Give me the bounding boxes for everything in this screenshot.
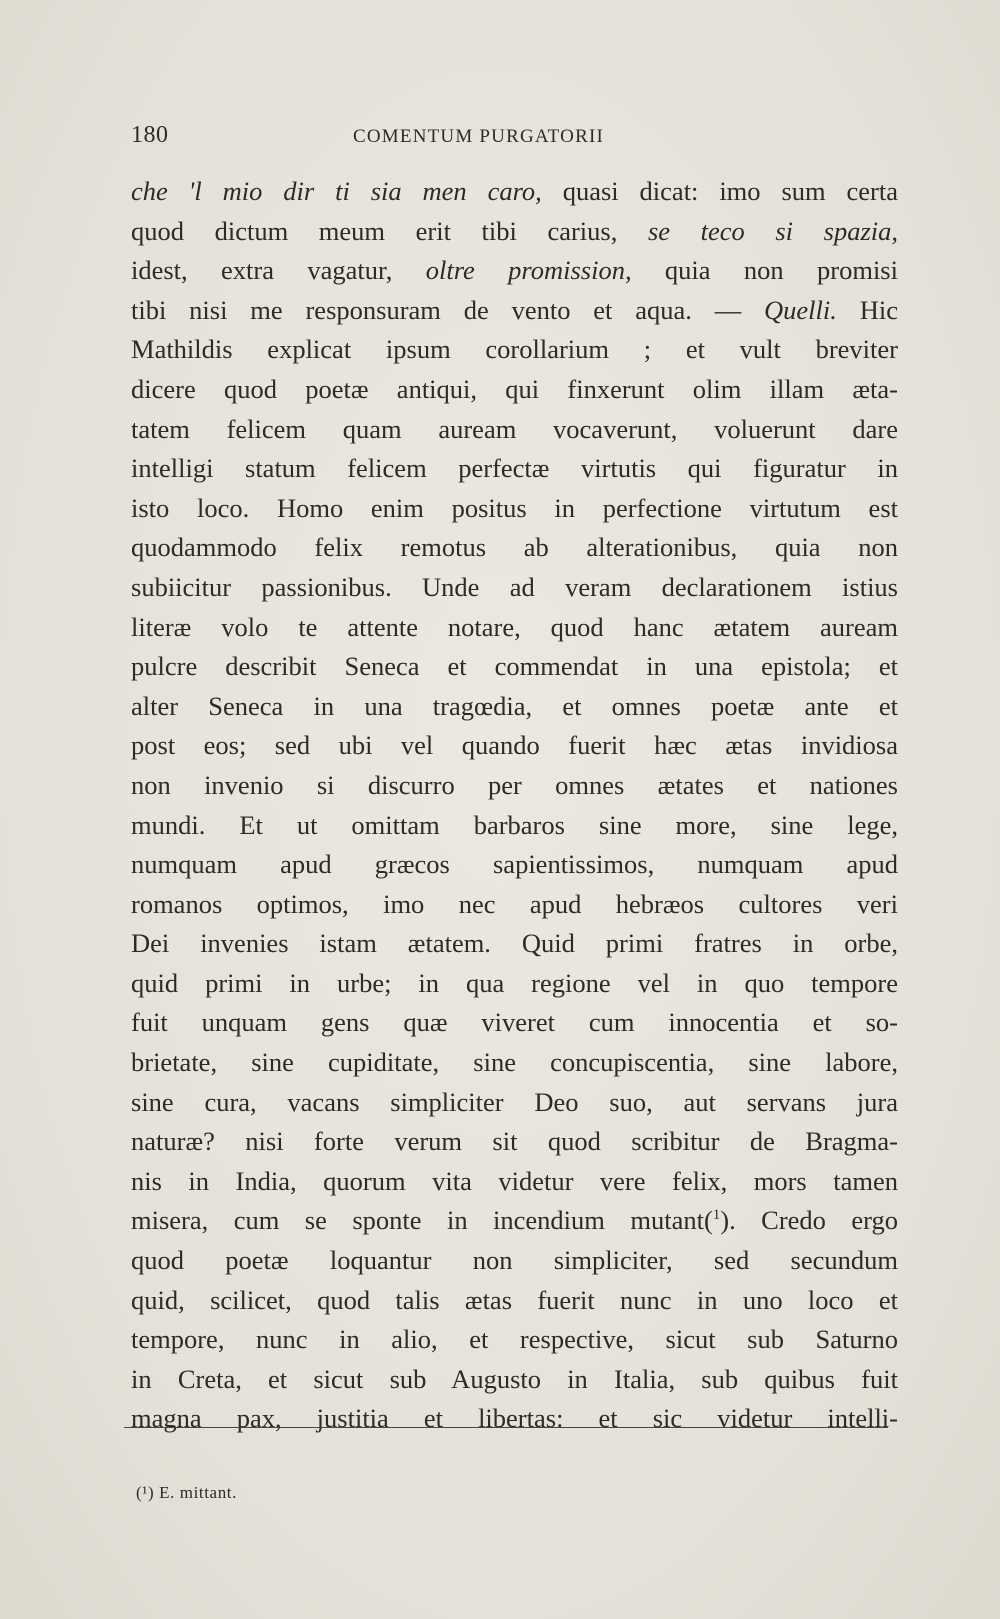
- italic-quote: oltre promission,: [425, 255, 632, 286]
- italic-quote: che 'l mio dir ti sia men caro,: [131, 176, 542, 206]
- text-line: [131, 1003, 898, 1043]
- text-segment: romanos optimos, imo nec apud hebræos cultores veri: [131, 888, 898, 919]
- text-line: [131, 172, 898, 212]
- footnote-rule: [124, 1427, 888, 1428]
- text-line: [131, 370, 898, 410]
- text-line: [131, 528, 898, 568]
- footnote-marker: 1: [712, 1207, 721, 1224]
- text-segment: Mathildis explicat ipsum corollarium ; et vult breviter: [131, 334, 898, 365]
- text-segment: mundi. Et ut omittam barbaros sine more, sine lege,: [131, 809, 898, 840]
- text-segment: literæ volo te attente notare, quod hanc ætatem auream: [131, 611, 898, 642]
- text-line: [131, 964, 898, 1004]
- text-line: [131, 845, 898, 885]
- italic-quote: Quelli.: [764, 294, 837, 325]
- text-segment: Dei invenies istam ætatem. Quid primi fratres in orbe,: [131, 928, 898, 959]
- text-line: [131, 647, 898, 687]
- text-segment: isto loco. Homo enim positus in perfectione virtutum est: [131, 492, 898, 523]
- text-segment: misera, cum se sponte in incendium mutant(: [131, 1205, 713, 1236]
- text-line: [131, 489, 898, 529]
- text-segment: magna pax, justitia et libertas: et sic videtur intelli-: [131, 1403, 898, 1434]
- text-segment: quodammodo felix remotus ab alterationibus, quia non: [131, 532, 898, 563]
- text-segment: quid primi in urbe; in qua regione vel in quo tempore: [131, 967, 898, 998]
- text-line: [131, 608, 898, 648]
- footnote: (¹) E. mittant.: [136, 1483, 237, 1502]
- text-line: [131, 410, 898, 450]
- text-line: [131, 1201, 898, 1241]
- text-line: [131, 1399, 898, 1439]
- running-head: COMENTUM PURGATORII: [353, 126, 604, 147]
- text-line: [131, 449, 898, 489]
- text-segment: naturæ? nisi forte verum sit quod scribitur de Bragma-: [131, 1126, 898, 1157]
- text-segment: intelligi statum felicem perfectæ virtutis qui figuratur in: [131, 453, 898, 484]
- text-segment: numquam apud græcos sapientissimos, numquam apud: [131, 849, 898, 880]
- text-segment: non invenio si discurro per omnes ætates et nationes: [131, 769, 898, 800]
- text-segment: quod poetæ loquantur non simpliciter, sed secundum: [131, 1245, 898, 1276]
- body-text: [131, 172, 898, 1439]
- page-number: 180: [131, 122, 169, 148]
- text-segment: ). Credo ergo: [720, 1205, 898, 1236]
- text-line: [131, 766, 898, 806]
- text-line: [131, 251, 898, 291]
- text-line: [131, 291, 898, 331]
- text-segment: dicere quod poetæ antiqui, qui finxerunt olim illam æta-: [131, 373, 898, 404]
- text-line: [131, 1162, 898, 1202]
- text-line: [131, 806, 898, 846]
- text-segment: nis in India, quorum vita videtur vere felix, mors tamen: [131, 1165, 898, 1196]
- text-segment: quia non promisi: [631, 255, 898, 286]
- text-line: [131, 726, 898, 766]
- text-segment: tempore, nunc in alio, et respective, sicut sub Saturno: [131, 1324, 898, 1355]
- text-line: [131, 1122, 898, 1162]
- text-segment: quasi dicat: imo sum certa: [541, 176, 898, 206]
- italic-quote: se teco si spazia,: [647, 215, 899, 246]
- text-line: [131, 1320, 898, 1360]
- text-segment: fuit unquam gens quæ viveret cum innocentia et so-: [131, 1007, 898, 1038]
- text-segment: tatem felicem quam auream vocaverunt, voluerunt dare: [131, 413, 898, 444]
- text-segment: subiicitur passionibus. Unde ad veram declarationem istius: [131, 571, 898, 602]
- text-line: [131, 1360, 898, 1400]
- text-line: [131, 330, 898, 370]
- text-segment: post eos; sed ubi vel quando fuerit hæc ætas invidiosa: [131, 730, 898, 761]
- text-line: [131, 1241, 898, 1281]
- text-segment: Hic: [836, 294, 898, 325]
- text-line: [131, 687, 898, 727]
- text-line: [131, 1043, 898, 1083]
- text-segment: quid, scilicet, quod talis ætas fuerit nunc in uno loco et: [131, 1284, 898, 1315]
- text-line: [131, 1083, 898, 1123]
- text-segment: alter Seneca in una tragœdia, et omnes poetæ ante et: [131, 690, 898, 721]
- text-line: [131, 885, 898, 925]
- text-segment: sine cura, vacans simpliciter Deo suo, aut servans jura: [131, 1086, 898, 1117]
- text-segment: in Creta, et sicut sub Augusto in Italia, sub quibus fuit: [131, 1363, 898, 1394]
- text-line: [131, 1281, 898, 1321]
- page-header: [131, 122, 898, 152]
- text-segment: quod dictum meum erit tibi carius,: [131, 215, 648, 246]
- text-segment: tibi nisi me responsuram de vento et aqua. —: [131, 294, 765, 325]
- text-line: [131, 568, 898, 608]
- text-line: [131, 924, 898, 964]
- text-line: [131, 212, 898, 252]
- text-segment: idest, extra vagatur,: [131, 255, 426, 286]
- text-segment: brietate, sine cupiditate, sine concupiscentia, sine labore,: [131, 1047, 898, 1078]
- text-segment: pulcre describit Seneca et commendat in una epistola; et: [131, 651, 898, 682]
